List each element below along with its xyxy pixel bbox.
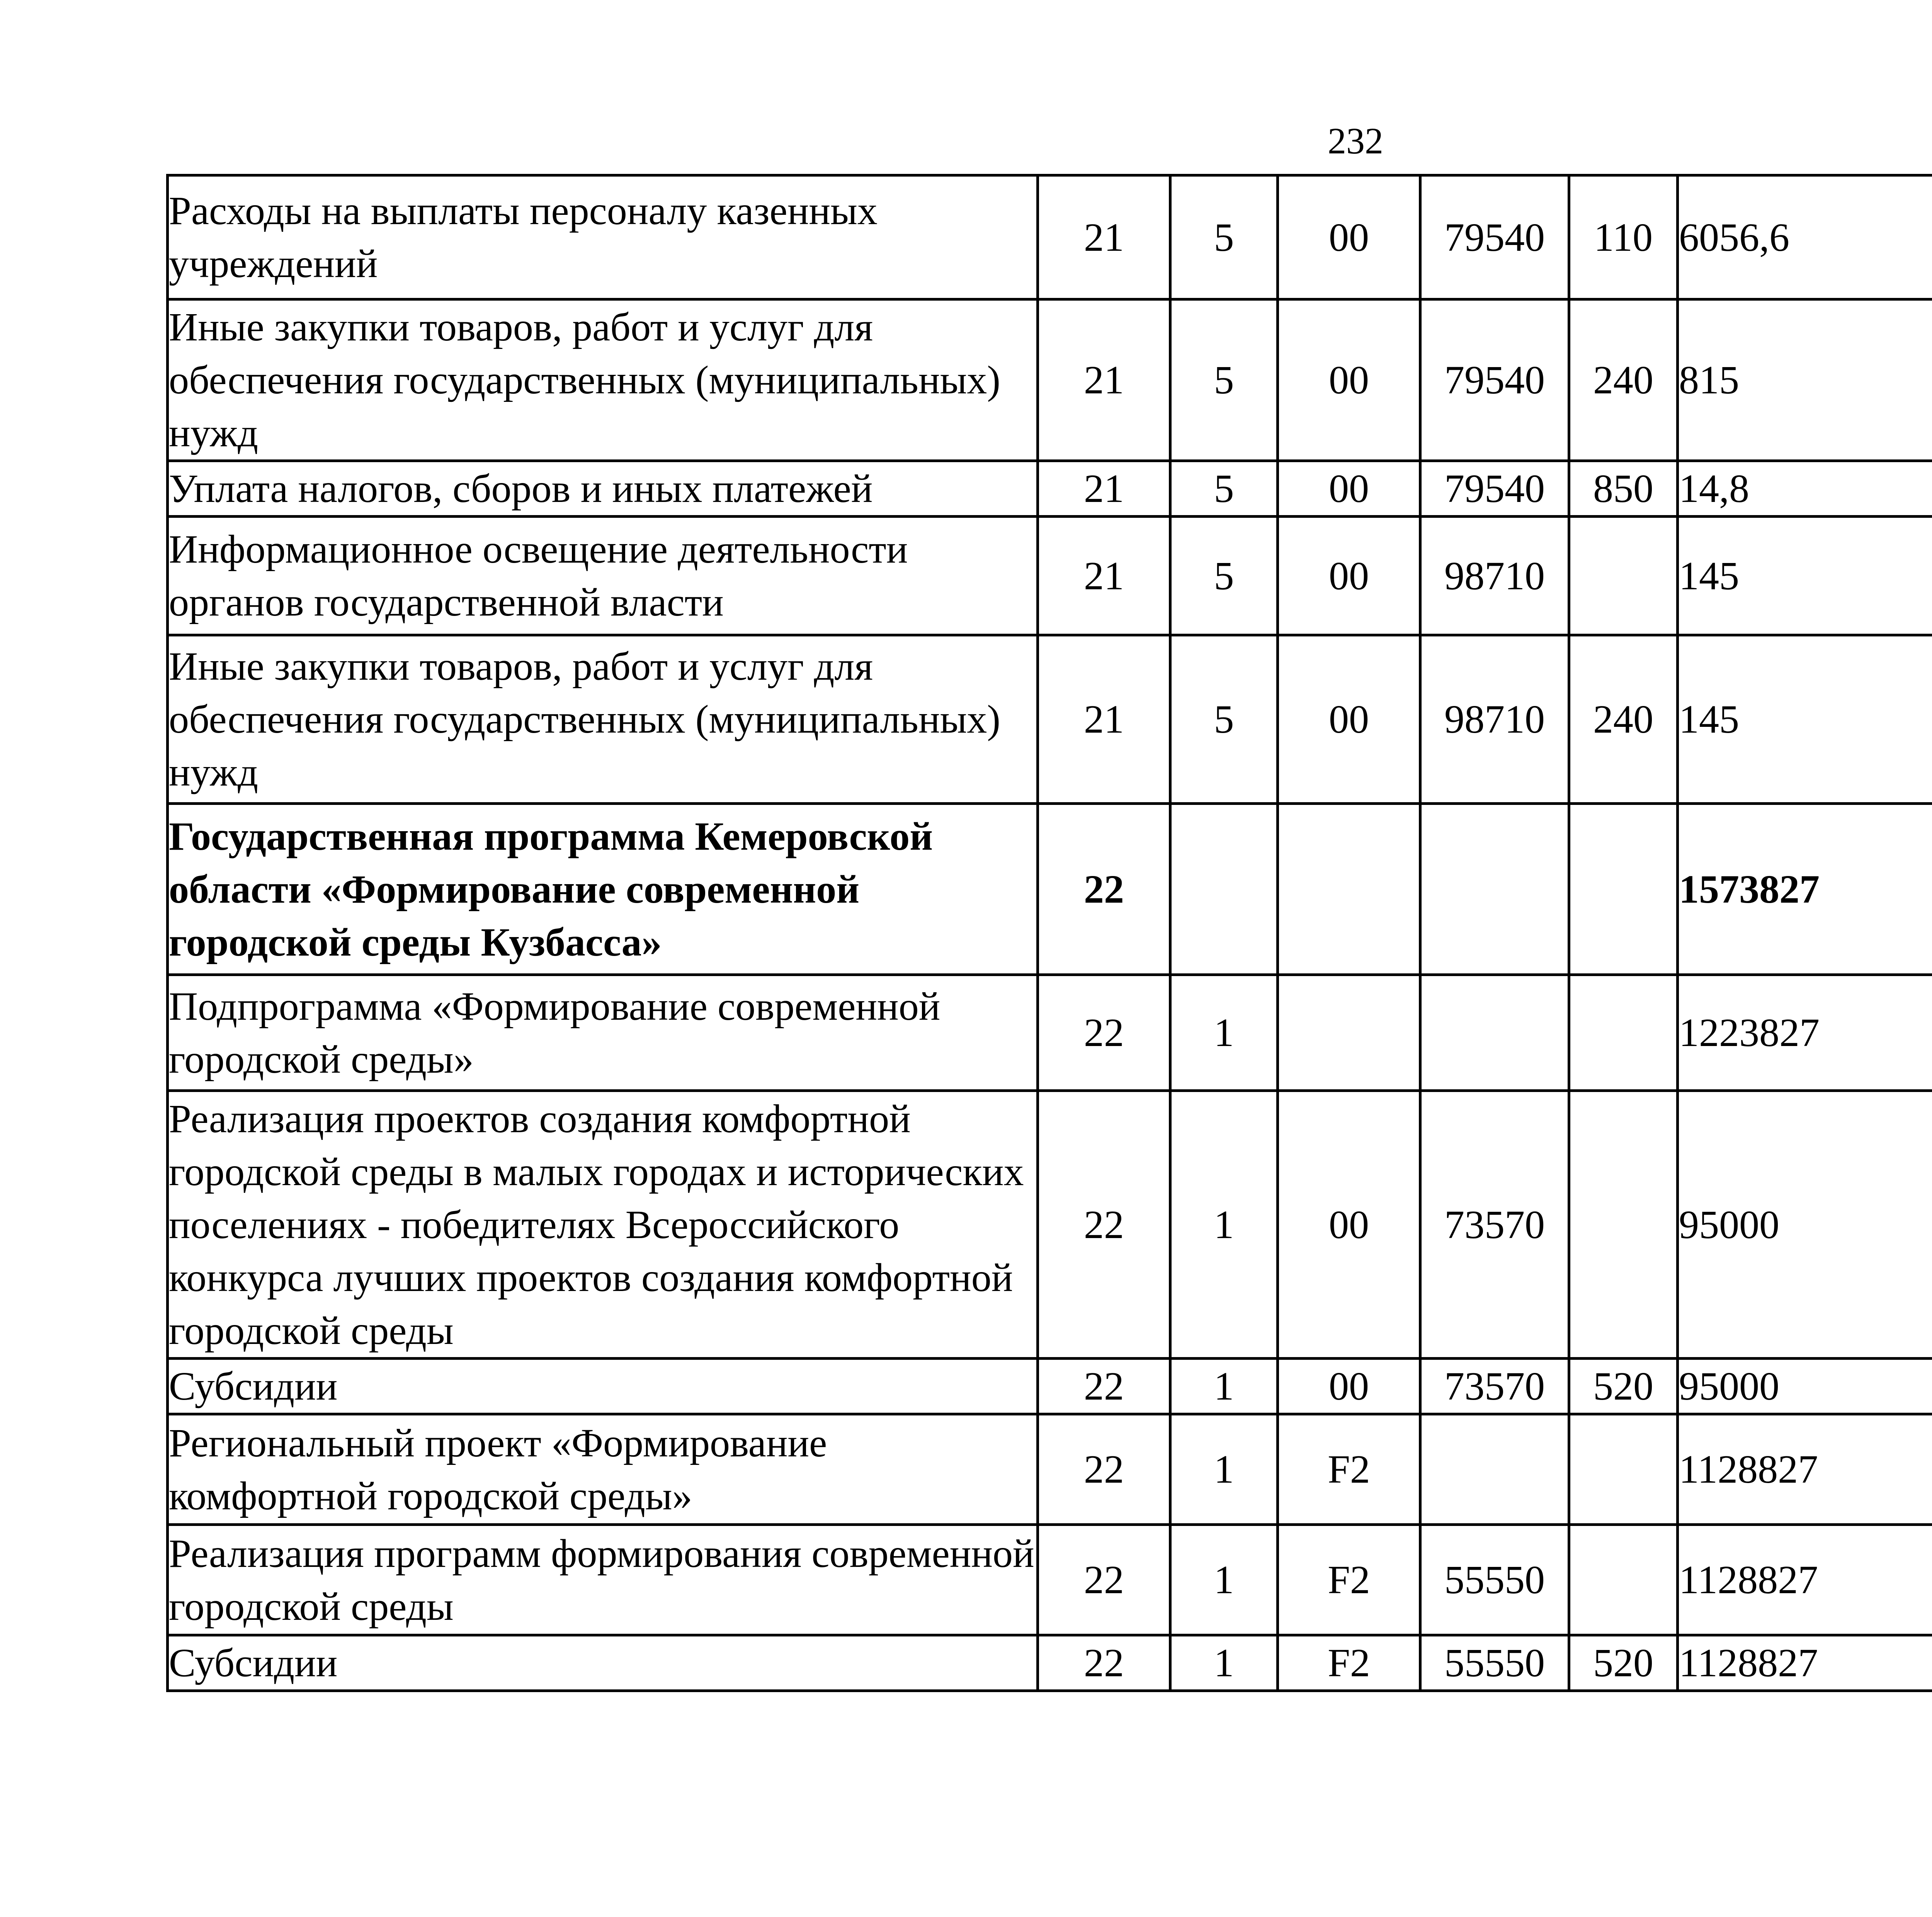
code-expense-type: 520 — [1569, 1635, 1678, 1691]
row-name: Информационное освещение деятельности органов государственной власти — [168, 517, 1038, 635]
row-name: Субсидии — [168, 1635, 1038, 1691]
code-program: 21 — [1038, 175, 1170, 299]
code-program: 22 — [1038, 1635, 1170, 1691]
amount-year-1: 1128827 — [1678, 1525, 1932, 1635]
table-body — [168, 175, 1932, 1691]
code-direction: 73570 — [1420, 1359, 1569, 1414]
code-program: 22 — [1038, 804, 1170, 975]
amount-year-1: 1573827 — [1678, 804, 1932, 975]
row-name: Иные закупки товаров, работ и услуг для обеспечения государственных (муниципальных) нужд — [168, 299, 1038, 461]
code-main-event: F2 — [1278, 1525, 1420, 1635]
code-subprogram — [1170, 804, 1278, 975]
code-subprogram: 1 — [1170, 1414, 1278, 1525]
code-expense-type — [1569, 1091, 1678, 1359]
code-direction: 55550 — [1420, 1635, 1569, 1691]
code-main-event: 00 — [1278, 635, 1420, 804]
code-subprogram: 5 — [1170, 299, 1278, 461]
code-subprogram: 5 — [1170, 635, 1278, 804]
code-subprogram: 5 — [1170, 175, 1278, 299]
code-direction: 98710 — [1420, 635, 1569, 804]
code-subprogram: 5 — [1170, 517, 1278, 635]
table-row — [168, 299, 1932, 461]
code-direction: 98710 — [1420, 517, 1569, 635]
table-row — [168, 517, 1932, 635]
code-program: 22 — [1038, 1525, 1170, 1635]
table-row — [168, 1359, 1932, 1414]
row-name: Государственная программа Кемеровской области «Формирование современной городской среды Кузбасса» — [168, 804, 1038, 975]
code-direction: 79540 — [1420, 175, 1569, 299]
table-row — [168, 175, 1932, 299]
code-expense-type: 850 — [1569, 461, 1678, 517]
code-program: 21 — [1038, 299, 1170, 461]
table-row — [168, 1414, 1932, 1525]
code-main-event: F2 — [1278, 1635, 1420, 1691]
code-program: 22 — [1038, 1414, 1170, 1525]
code-main-event: 00 — [1278, 175, 1420, 299]
code-direction: 73570 — [1420, 1091, 1569, 1359]
code-direction — [1420, 975, 1569, 1091]
table-row — [168, 1525, 1932, 1635]
code-main-event: 00 — [1278, 1091, 1420, 1359]
row-name: Реализация проектов создания комфортной городской среды в малых городах и исторических поселениях - победителях Всероссийского конкурса лучших проектов создания комфортной городской среды — [168, 1091, 1038, 1359]
row-name: Уплата налогов, сборов и иных платежей — [168, 461, 1038, 517]
code-subprogram: 1 — [1170, 1525, 1278, 1635]
code-expense-type — [1569, 804, 1678, 975]
row-name: Субсидии — [168, 1359, 1038, 1414]
amount-year-1: 1128827 — [1678, 1635, 1932, 1691]
code-expense-type — [1569, 517, 1678, 635]
code-expense-type: 240 — [1569, 299, 1678, 461]
amount-year-1: 95000 — [1678, 1359, 1932, 1414]
amount-year-1: 14,8 — [1678, 461, 1932, 517]
code-main-event — [1278, 975, 1420, 1091]
row-name: Расходы на выплаты персоналу казенных учреждений — [168, 175, 1038, 299]
table-row — [168, 1091, 1932, 1359]
amount-year-1: 815 — [1678, 299, 1932, 461]
table-row — [168, 975, 1932, 1091]
code-main-event: 00 — [1278, 517, 1420, 635]
table-row — [168, 461, 1932, 517]
code-direction — [1420, 804, 1569, 975]
code-main-event: 00 — [1278, 461, 1420, 517]
row-name: Региональный проект «Формирование комфортной городской среды» — [168, 1414, 1038, 1525]
table-row — [168, 635, 1932, 804]
code-expense-type: 520 — [1569, 1359, 1678, 1414]
code-direction — [1420, 1414, 1569, 1525]
code-main-event: 00 — [1278, 299, 1420, 461]
code-direction: 79540 — [1420, 299, 1569, 461]
code-direction: 79540 — [1420, 461, 1569, 517]
code-main-event — [1278, 804, 1420, 975]
code-subprogram: 1 — [1170, 975, 1278, 1091]
code-program: 21 — [1038, 635, 1170, 804]
amount-year-1: 6056,6 — [1678, 175, 1932, 299]
row-name: Иные закупки товаров, работ и услуг для обеспечения государственных (муниципальных) нужд — [168, 635, 1038, 804]
code-expense-type — [1569, 1414, 1678, 1525]
amount-year-1: 1128827 — [1678, 1414, 1932, 1525]
code-subprogram: 1 — [1170, 1359, 1278, 1414]
budget-table — [166, 174, 1932, 1692]
code-subprogram: 1 — [1170, 1635, 1278, 1691]
amount-year-1: 95000 — [1678, 1091, 1932, 1359]
code-expense-type — [1569, 975, 1678, 1091]
code-program: 22 — [1038, 1359, 1170, 1414]
table-row — [168, 1635, 1932, 1691]
table-row-program — [168, 804, 1932, 975]
code-program: 21 — [1038, 461, 1170, 517]
code-direction: 55550 — [1420, 1525, 1569, 1635]
code-program: 22 — [1038, 1091, 1170, 1359]
amount-year-1: 145 — [1678, 635, 1932, 804]
row-name: Реализация программ формирования современной городской среды — [168, 1525, 1038, 1635]
amount-year-1: 145 — [1678, 517, 1932, 635]
code-main-event: F2 — [1278, 1414, 1420, 1525]
code-program: 22 — [1038, 975, 1170, 1091]
code-program: 21 — [1038, 517, 1170, 635]
page-number: 232 — [1328, 120, 1383, 162]
row-name: Подпрограмма «Формирование современной городской среды» — [168, 975, 1038, 1091]
amount-year-1: 1223827 — [1678, 975, 1932, 1091]
code-expense-type: 240 — [1569, 635, 1678, 804]
code-subprogram: 5 — [1170, 461, 1278, 517]
code-subprogram: 1 — [1170, 1091, 1278, 1359]
code-main-event: 00 — [1278, 1359, 1420, 1414]
code-expense-type: 110 — [1569, 175, 1678, 299]
code-expense-type — [1569, 1525, 1678, 1635]
